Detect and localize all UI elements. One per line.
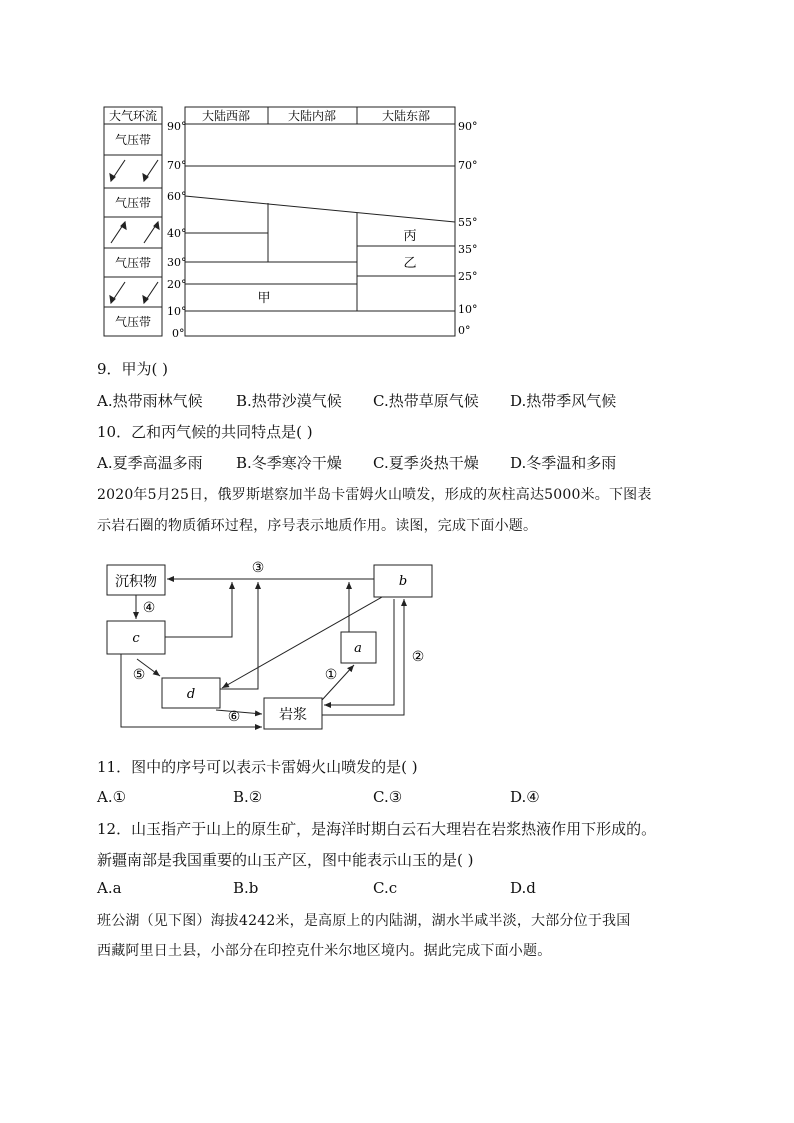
right-lat-label: 90° xyxy=(458,120,478,133)
q10-option-d[interactable]: D.冬季温和多雨 xyxy=(510,454,617,472)
right-lat-label: 0° xyxy=(458,324,471,337)
q9-option-d[interactable]: D.热带季风气候 xyxy=(510,392,617,410)
pressure-belt-label: 气压带 xyxy=(114,196,152,210)
box-d-label: d xyxy=(186,687,196,702)
right-lat-label: 35° xyxy=(458,243,478,256)
question-12-stem-line-2: 新疆南部是我国重要的山玉产区，图中能表示山玉的是( ) xyxy=(97,851,474,869)
left-lat-label: 30° xyxy=(167,256,187,269)
box-c-label: c xyxy=(132,631,140,646)
left-lat-label: 60° xyxy=(167,190,187,203)
q9-option-c[interactable]: C.热带草原气候 xyxy=(373,392,479,410)
process-6-label: ⑥ xyxy=(227,709,241,725)
q9-option-a[interactable]: A.热带雨林气候 xyxy=(97,392,203,410)
region-yi-label: 乙 xyxy=(403,256,417,271)
q10-option-b[interactable]: B.冬季寒冷干燥 xyxy=(236,454,342,472)
right-lat-label: 10° xyxy=(458,303,478,316)
header-west: 大陆西部 xyxy=(201,109,251,123)
q12-option-d[interactable]: D.d xyxy=(510,879,536,897)
q12-option-a[interactable]: A.a xyxy=(97,879,122,897)
q9-option-b[interactable]: B.热带沙漠气候 xyxy=(236,392,342,410)
process-5-label: ⑤ xyxy=(132,667,146,683)
region-bing-label: 丙 xyxy=(403,229,417,244)
sediment-label: 沉积物 xyxy=(115,574,157,590)
question-12-stem-line-1: 12．山玉指产于山上的原生矿，是海洋时期白云石大理岩在岩浆热液作用下形成的。 xyxy=(97,820,657,838)
header-east: 大陆东部 xyxy=(381,109,431,123)
left-lat-label: 20° xyxy=(167,278,187,291)
left-lat-label: 10° xyxy=(167,305,187,318)
passage-1-line-2: 示岩石圈的物质循环过程，序号表示地质作用。读图，完成下面小题。 xyxy=(97,518,538,534)
process-4-label: ④ xyxy=(142,600,156,616)
rock-cycle-diagram xyxy=(0,545,794,745)
region-jia-label: 甲 xyxy=(257,291,271,306)
box-b-label: b xyxy=(398,574,408,589)
left-lat-label: 70° xyxy=(167,159,187,172)
passage-2-line-2: 西藏阿里日土县，小部分在印控克什米尔地区境内。据此完成下面小题。 xyxy=(97,943,552,959)
q10-option-c[interactable]: C.夏季炎热干燥 xyxy=(373,454,479,472)
question-9-stem: 9．甲为( ) xyxy=(97,360,169,378)
process-3-label: ③ xyxy=(251,560,265,576)
passage-1-line-1: 2020年5月25日，俄罗斯堪察加半岛卡雷姆火山喷发，形成的灰柱高达5000米。下图表 xyxy=(97,487,652,503)
right-lat-label: 25° xyxy=(458,270,478,283)
climate-diagram xyxy=(0,0,794,350)
left-lat-label: 0° xyxy=(172,327,185,340)
right-lat-label: 70° xyxy=(458,159,478,172)
q11-option-b[interactable]: B.② xyxy=(233,788,263,806)
pressure-belt-label: 气压带 xyxy=(114,133,152,147)
right-lat-label: 55° xyxy=(458,216,478,229)
q11-option-c[interactable]: C.③ xyxy=(373,788,403,806)
header-circulation: 大气环流 xyxy=(108,109,158,123)
passage-2-line-1: 班公湖（见下图）海拔4242米，是高原上的内陆湖，湖水半咸半淡，大部分位于我国 xyxy=(97,913,631,929)
pressure-belt-label: 气压带 xyxy=(114,256,152,270)
q10-option-a[interactable]: A.夏季高温多雨 xyxy=(97,454,203,472)
process-2-label: ② xyxy=(411,649,425,665)
box-a-label: a xyxy=(354,641,362,656)
q11-option-d[interactable]: D.④ xyxy=(510,788,540,806)
left-lat-label: 90° xyxy=(167,120,187,133)
pressure-belt-label: 气压带 xyxy=(114,315,152,329)
process-1-label: ① xyxy=(324,667,338,683)
left-lat-label: 40° xyxy=(167,227,187,240)
magma-label: 岩浆 xyxy=(279,707,307,723)
q12-option-c[interactable]: C.c xyxy=(373,879,398,897)
q12-option-b[interactable]: B.b xyxy=(233,879,259,897)
question-10-stem: 10．乙和丙气候的共同特点是( ) xyxy=(97,423,313,441)
q11-option-a[interactable]: A.① xyxy=(97,788,127,806)
header-interior: 大陆内部 xyxy=(287,109,337,123)
question-11-stem: 11．图中的序号可以表示卡雷姆火山喷发的是( ) xyxy=(97,758,418,776)
